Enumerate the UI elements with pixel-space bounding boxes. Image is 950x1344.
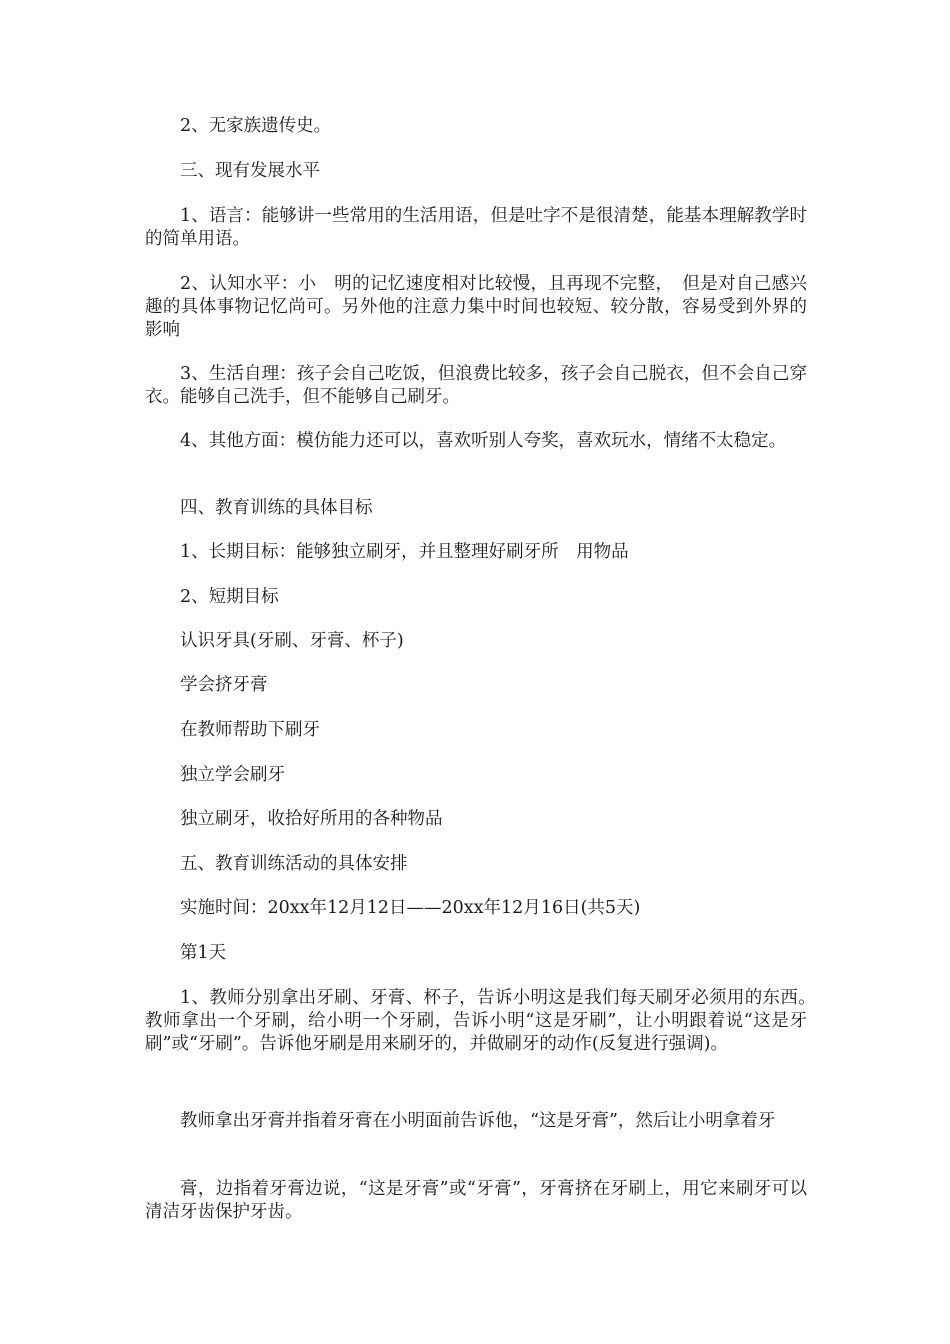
- paragraph: 第1天: [180, 943, 227, 963]
- list-item: 在教师帮助下刷牙: [180, 720, 320, 740]
- paragraph: 膏，边指着牙膏边说，“这是牙膏”或“牙膏”，牙膏挤在牙刷上，用它来刷牙可以清洁牙齿保护牙齿。: [145, 1179, 807, 1222]
- list-item: 学会挤牙膏: [180, 675, 268, 695]
- paragraph: 教师拿出牙膏并指着牙膏在小明面前告诉他，“这是牙膏”，然后让小明拿着牙: [180, 1111, 776, 1131]
- paragraph: 实施时间：20xx年12月12日——20xx年12月16日(共5天): [180, 898, 641, 918]
- paragraph: 2、无家族遗传史。: [180, 116, 332, 136]
- section-heading: 三、现有发展水平: [180, 161, 320, 181]
- paragraph: 2、认知水平：小 明的记忆速度相对比较慢，且再现不完整， 但是对自己感兴趣的具体事物记忆尚可。另外他的注意力集中时间也较短、较分散，容易受到外界的影响: [145, 274, 807, 340]
- section-heading: 五、教育训练活动的具体安排: [180, 854, 408, 874]
- paragraph: 1、语言：能够讲一些常用的生活用语，但是吐字不是很清楚，能基本理解教学时的简单用语。: [145, 206, 807, 249]
- paragraph: 1、长期目标：能够独立刷牙，并且整理好刷牙所 用物品: [180, 542, 629, 562]
- list-item: 独立学会刷牙: [180, 765, 285, 785]
- paragraph: 3、生活自理：孩子会自己吃饭，但浪费比较多，孩子会自己脱衣，但不会自己穿衣。能够自己洗手，但不能够自己刷牙。: [145, 364, 807, 407]
- section-heading: 四、教育训练的具体目标: [180, 498, 373, 518]
- list-item: 认识牙具(牙刷、牙膏、杯子): [180, 631, 404, 651]
- paragraph: 4、其他方面：模仿能力还可以，喜欢听别人夸奖，喜欢玩水，情绪不太稳定。: [180, 431, 787, 451]
- list-item: 独立刷牙，收拾好所用的各种物品: [180, 809, 443, 829]
- paragraph: 2、短期目标: [180, 587, 279, 607]
- paragraph: 1、教师分别拿出牙刷、牙膏、杯子，告诉小明这是我们每天刷牙必须用的东西。 教师拿出一个牙刷，给小明一个牙刷，告诉小明“这是牙刷”，让小明跟着说“这是牙刷”或“牙刷”。告诉他牙刷是用来刷牙的，并做刷牙的动作(反复进行强调)。: [145, 988, 825, 1054]
